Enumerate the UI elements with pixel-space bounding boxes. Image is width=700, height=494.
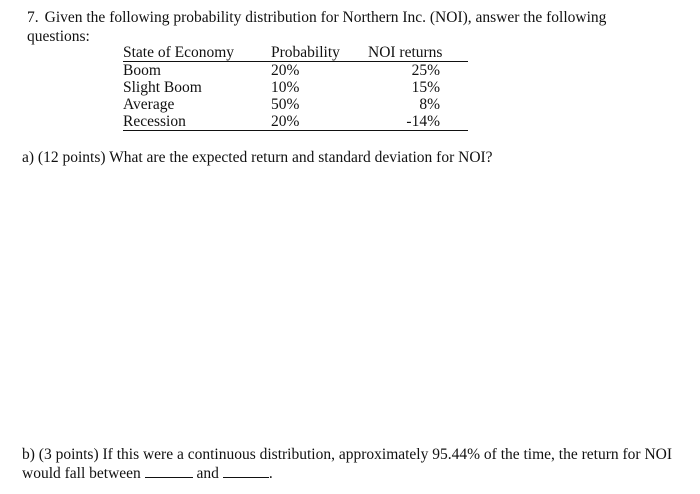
row-probability: 20% [271, 113, 368, 131]
question-text: Given the following probability distribution for Northern Inc. (NOI), answer the following questions: [27, 9, 607, 45]
answer-blank-upper[interactable] [223, 465, 269, 478]
question-number: 7. [27, 9, 39, 26]
row-probability: 20% [271, 62, 300, 79]
header-probability: Probability [271, 44, 368, 62]
answer-blank-lower[interactable] [145, 465, 193, 478]
row-returns: 8% [419, 96, 440, 113]
probability-table [123, 44, 468, 131]
row-returns: 25% [411, 62, 440, 79]
part-b-connector: and [196, 465, 219, 482]
row-probability: 50% [271, 96, 300, 113]
table-row [123, 79, 468, 96]
table-header-row [123, 44, 468, 62]
table-row [123, 96, 468, 113]
part-b-text: b) (3 points) If this were a continuous distribution, approximately 95.44% of the time, the return for NOI would fall between [22, 446, 672, 482]
part-b-end: . [268, 465, 273, 482]
part-a-question: a) (12 points) What are the expected return and standard deviation for NOI? [22, 149, 493, 166]
row-probability: 10% [271, 79, 300, 96]
header-state: State of Economy [123, 44, 271, 62]
table-row [123, 62, 468, 80]
row-returns: -14% [368, 113, 468, 131]
row-state: Boom [123, 62, 161, 79]
header-returns: NOI returns [368, 44, 468, 62]
question-intro [27, 8, 667, 46]
row-state: Slight Boom [123, 79, 202, 96]
row-returns: 15% [411, 79, 440, 96]
row-state: Average [123, 96, 175, 113]
row-state: Recession [123, 113, 271, 131]
part-b-question [22, 445, 698, 483]
table-row [123, 113, 468, 131]
